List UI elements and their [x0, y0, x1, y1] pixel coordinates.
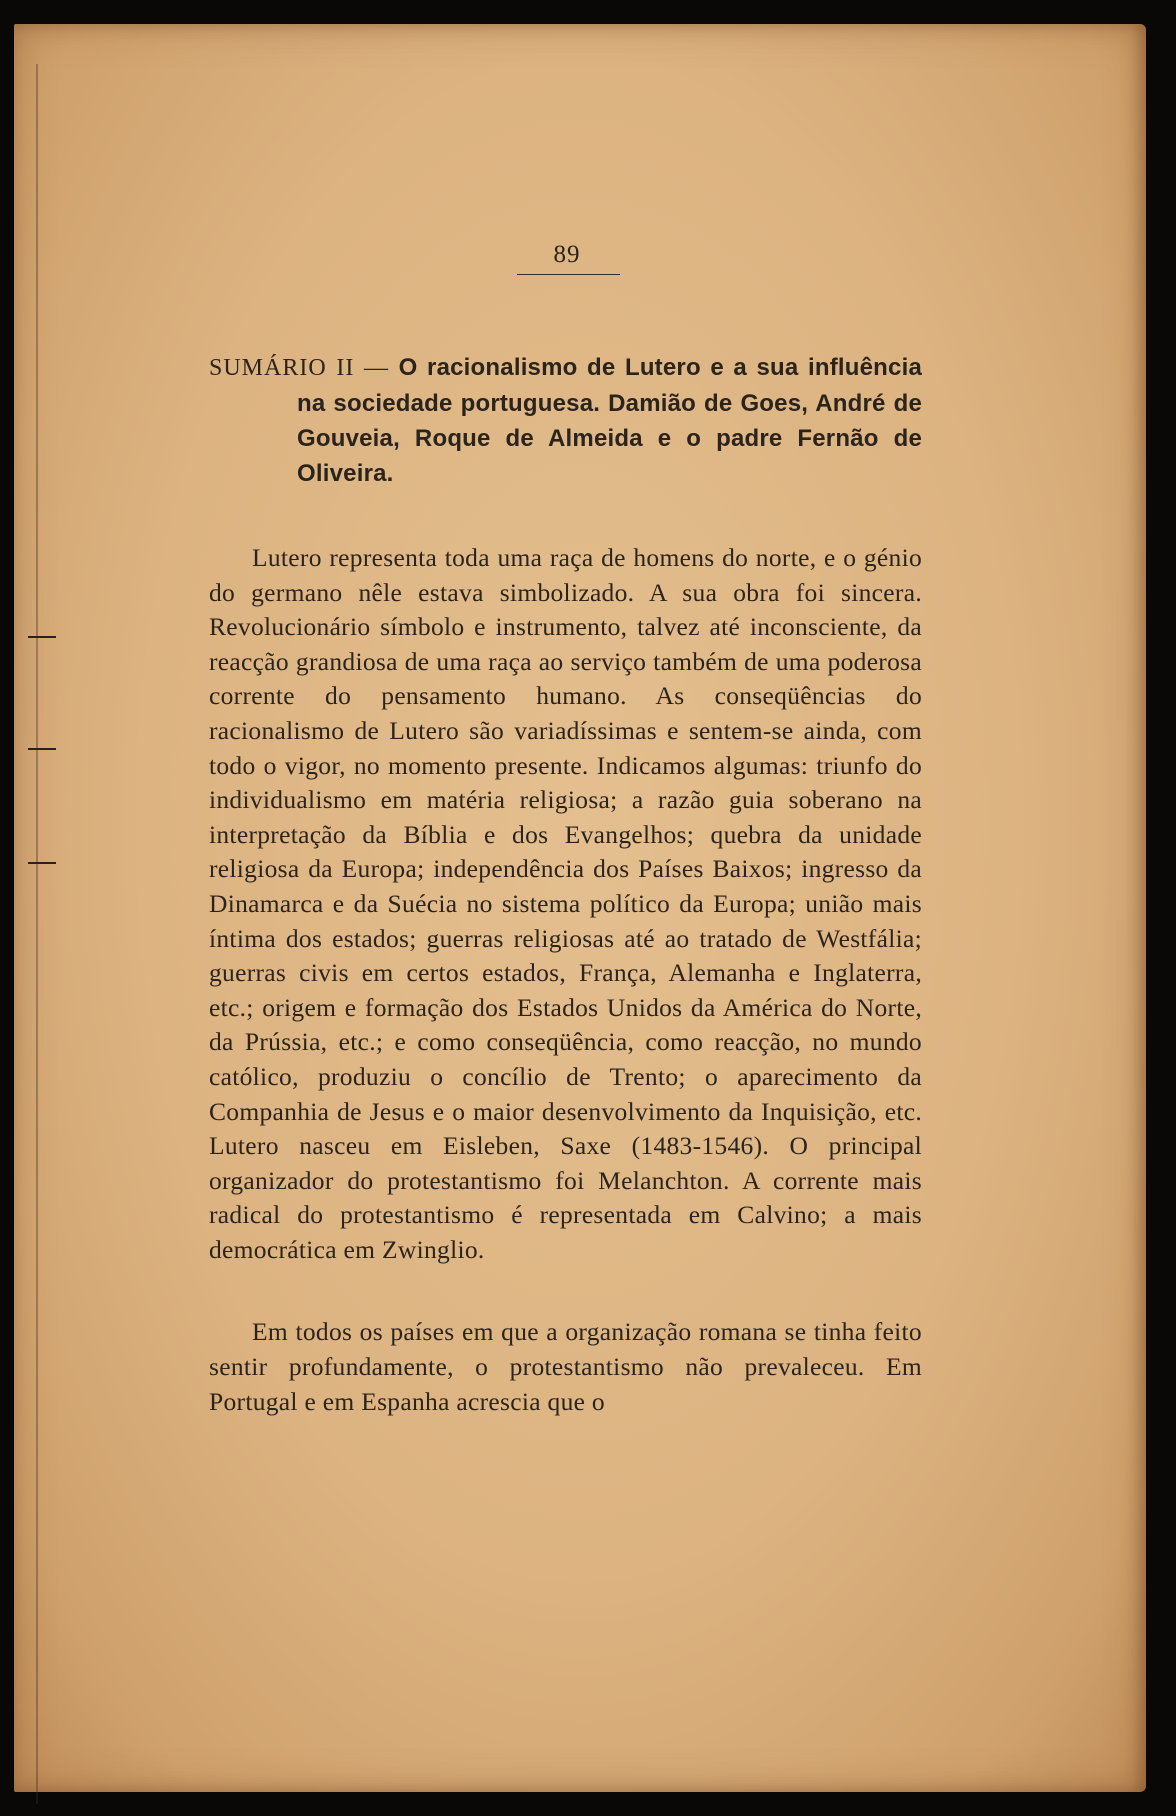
body-paragraph-1: Lutero representa toda uma raça de homens do norte, e o génio do germano nêle estava simbolizado. A sua obra foi sincera. Revolucionário símbolo e instrumento, talvez até inconsciente, da reacção grandiosa de uma raça ao serviço também de uma poderosa corrente do pensamento humano. As conseqüências do racionalismo de Lutero são variadíssimas e sentem-se ainda, com todo o vigor, no momento presente. Indicamos algumas: triunfo do individualismo em matéria religiosa; a razão guia soberano na interpretação da Bíblia e dos Evangelhos; quebra da unidade religiosa da Europa; independência dos Países Baixos; ingresso da Dinamarca e da Suécia no sistema político da Europa; união mais íntima dos estados; guerras religiosas até ao tratado de Westfália; guerras civis em certos estados, França, Alemanha e Inglaterra, etc.; origem e formação dos Estados Unidos da América do Norte, da Prússia, etc.; e como conseqüência, como reacção, no mundo católico, produziu o concílio de Trento; o aparecimento da Companhia de Jesus e o maior desenvolvimento da Inquisição, etc. Lutero nasceu em Eisleben, Saxe (1483-1546). O principal organizador do protestantismo foi Melanchton. A corrente mais radical do protestantismo é representada em Calvino; a mais democrática em Zwinglio.: [209, 543, 922, 1264]
book-page: [14, 24, 1146, 1792]
summary-label: SUMÁRIO II —: [209, 355, 399, 381]
text-column: [209, 350, 922, 1419]
chapter-summary: [209, 350, 922, 491]
binding-stitch: [28, 748, 56, 750]
page-number-rule: [517, 274, 620, 275]
binding-stitch: [28, 862, 56, 864]
binding-crease: [36, 64, 38, 1804]
summary-text: O racionalismo de Lutero e a sua influência na sociedade portuguesa. Damião de Goes, André de Gouveia, Roque de Almeida e o padre Fernão de Oliveira.: [297, 354, 922, 487]
body-paragraph-2: Em todos os países em que a organização romana se tinha feito sentir profundamente, o protestantismo não prevaleceu. Em Portugal e em Espanha acrescia que o: [209, 1317, 922, 1416]
page-number-block: [517, 241, 617, 269]
page-number: 89: [553, 241, 581, 268]
binding-stitch: [28, 636, 56, 638]
